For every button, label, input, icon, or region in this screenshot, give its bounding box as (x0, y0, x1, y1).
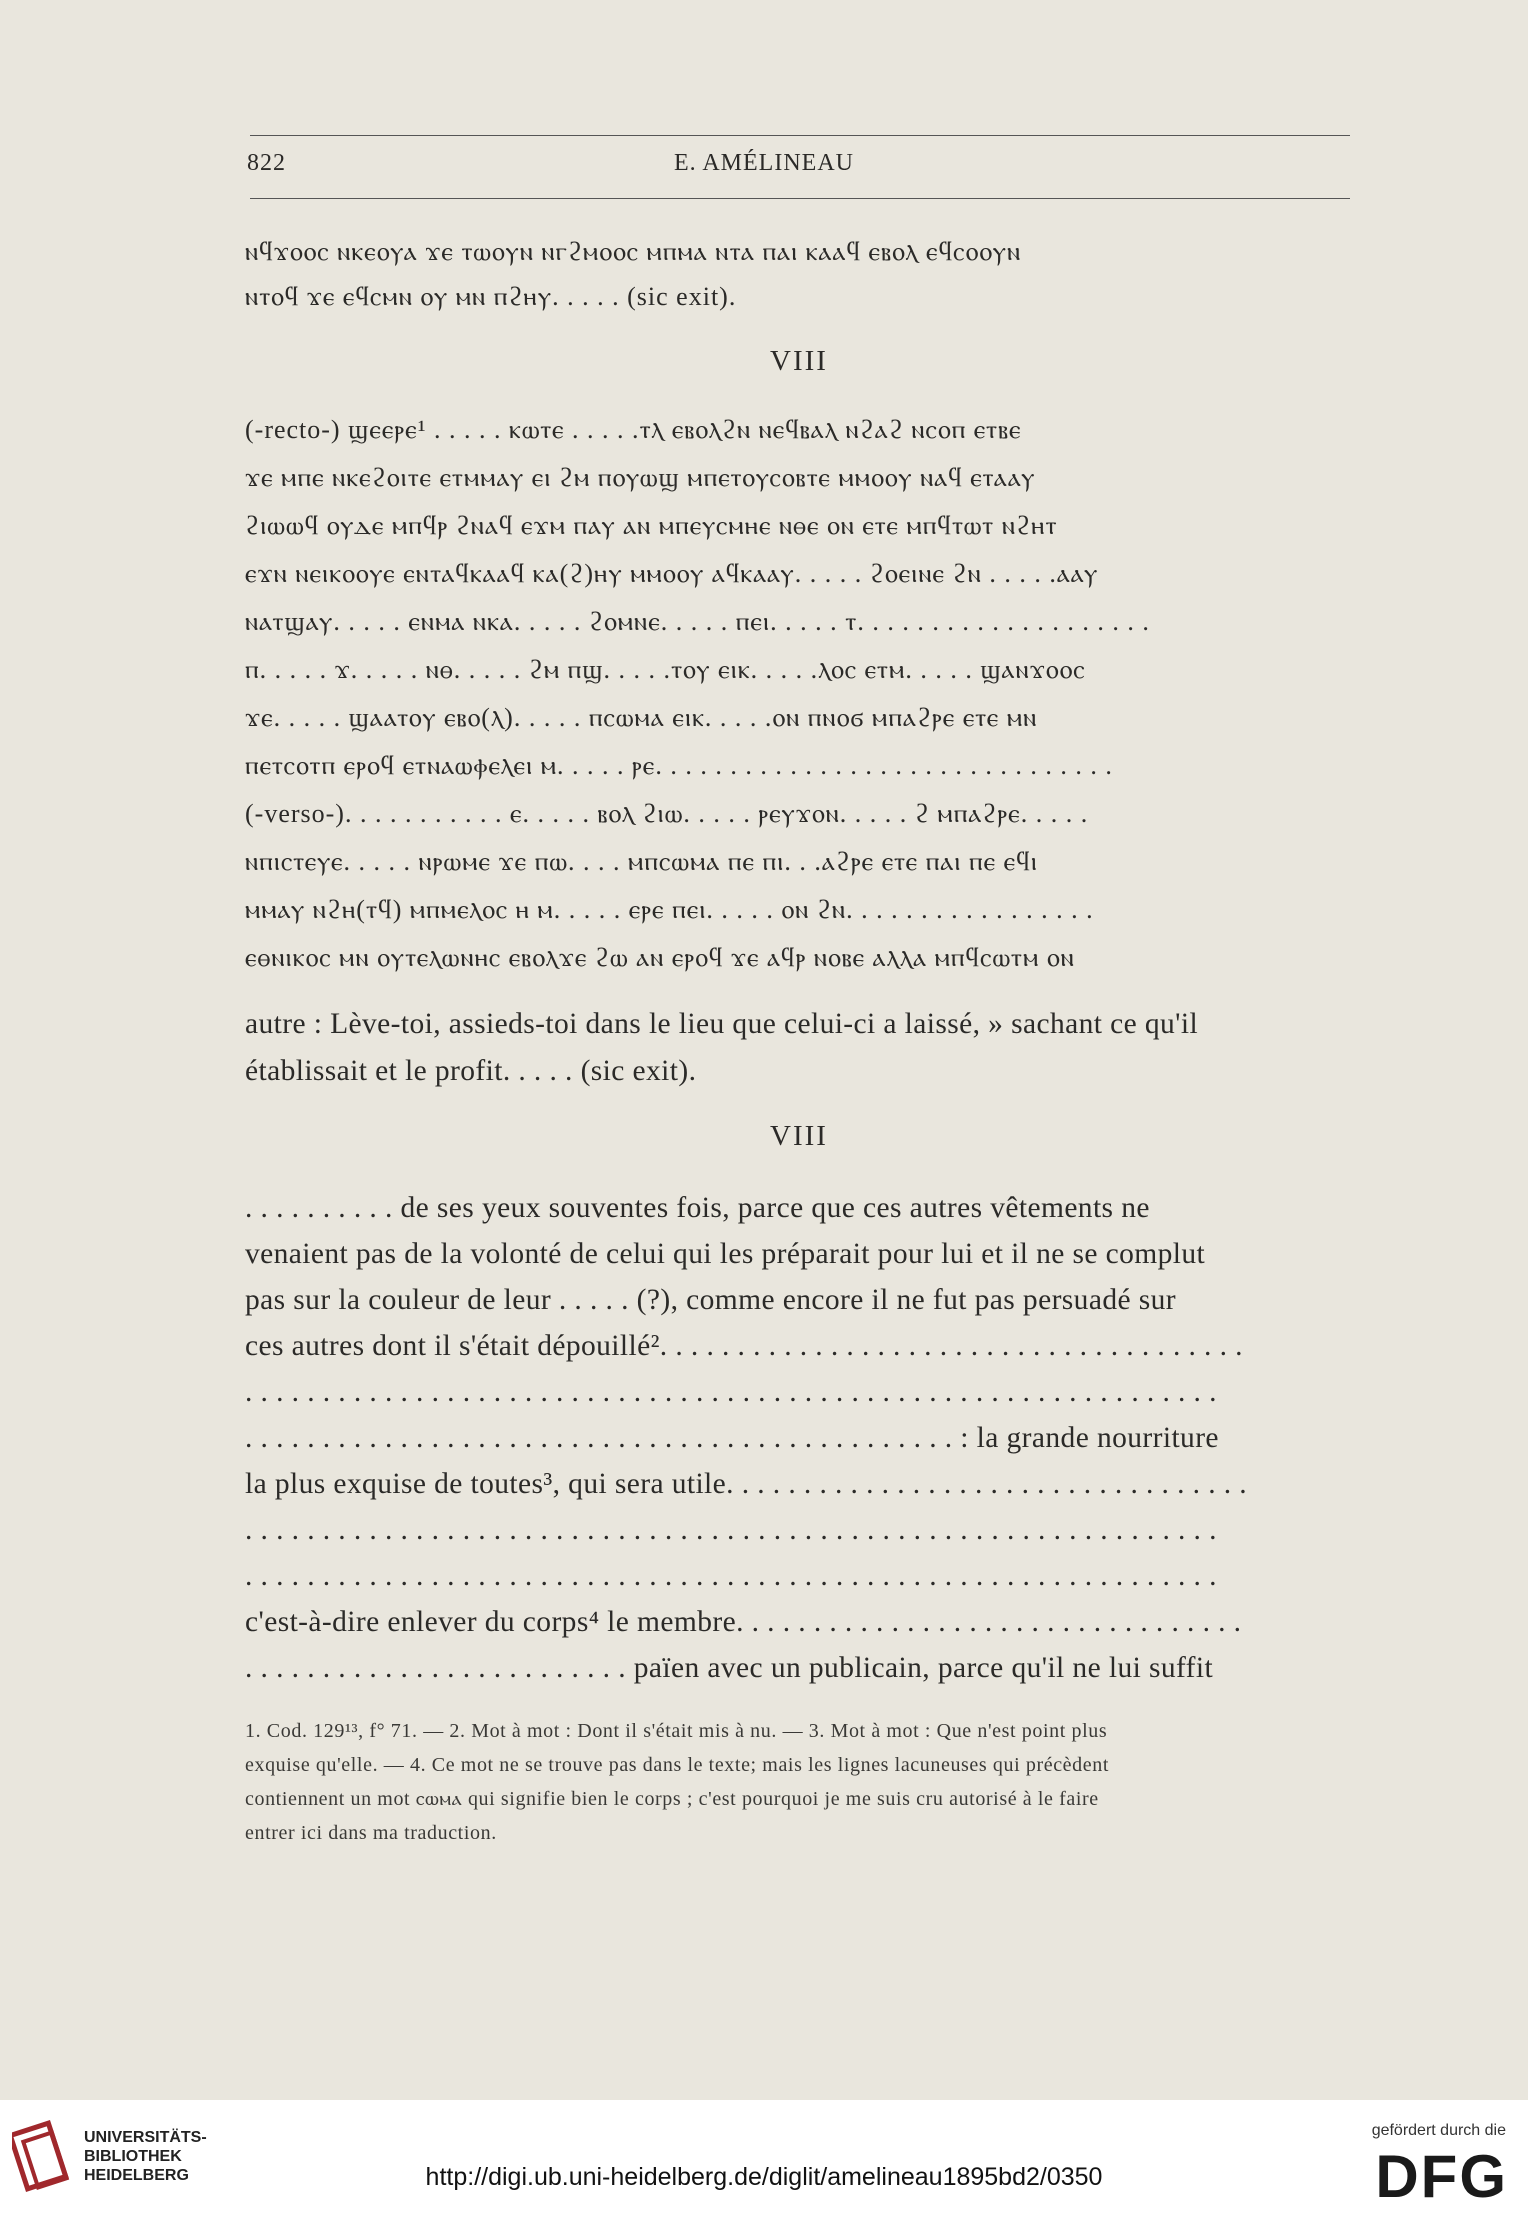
digitization-footer (0, 2100, 1528, 2215)
french-line: . . . . . . . . . . . . . . . . . . . . . . . . . . . . . . . . . . . . . . . . . . . . . . . . . . . . . . . . . . . . . . . (245, 1514, 1217, 1546)
coptic-line: ⲉⲑⲛⲓⲕⲟⲥ ⲙⲛ ⲟⲩⲧⲉⲗⲱⲛⲏⲥ ⲉⲃⲟⲗϫⲉ ϩⲱ ⲁⲛ ⲉⲣⲟϥ ϫⲉ ⲁϥⲣ ⲛⲟⲃⲉ ⲁⲗⲗⲁ ⲙⲡϥⲥⲱⲧⲙ ⲟⲛ (245, 943, 1075, 972)
french-line: . . . . . . . . . . . . . . . . . . . . . . . . . . . . . . . . . . . . . . . . . . . . . . : la grande nourriture (245, 1422, 1219, 1454)
section-heading: VIII (770, 1120, 828, 1152)
header-bottom-rule (250, 198, 1350, 199)
coptic-line: ⲛⲧⲟϥ ϫⲉ ⲉϥⲥⲙⲛ ⲟⲩ ⲙⲛ ⲡϩⲏⲩ. . . . . (sic exit). (245, 282, 737, 311)
coptic-line: (-verso-). . . . . . . . . . . ⲉ. . . . . ⲃⲟⲗ ϩⲓⲱ. . . . . ⲣⲉⲩϫⲟⲛ. . . . . ϩ ⲙⲡⲁϩⲣⲉ. . . . . (245, 799, 1089, 828)
footnote-line: 1. Cod. 129¹³, f° 71. — 2. Mot à mot : Dont il s'était mis à nu. — 3. Mot à mot : Que n'est point plus (245, 1720, 1108, 1742)
french-line: autre : Lève-toi, assieds-toi dans le lieu que celui-ci a laissé, » sachant ce qu'il (245, 1008, 1199, 1040)
french-line: venaient pas de la volonté de celui qui les préparait pour lui et il ne se complut (245, 1238, 1206, 1270)
french-line: ces autres dont il s'était dépouillé². . . . . . . . . . . . . . . . . . . . . . . . . . . . . . . . . . . . . . (245, 1330, 1243, 1362)
coptic-line: ϫⲉ. . . . . ϣⲁⲁⲧⲟⲩ ⲉⲃⲟ(ⲗ). . . . . ⲡⲥⲱⲙⲁ ⲉⲓⲕ. . . . .ⲟⲛ ⲡⲛⲟϭ ⲙⲡⲁϩⲣⲉ ⲉⲧⲉ ⲙⲛ (245, 703, 1038, 732)
french-line: . . . . . . . . . . . . . . . . . . . . . . . . . . . . . . . . . . . . . . . . . . . . . . . . . . . . . . . . . . . . . . . (245, 1560, 1217, 1592)
running-head-author: E. AMÉLINEAU (674, 150, 854, 176)
page-number: 822 (247, 150, 286, 176)
french-line: la plus exquise de toutes³, qui sera utile. . . . . . . . . . . . . . . . . . . . . . . . . . . . . . . . . . (245, 1468, 1248, 1500)
french-line: établissait et le profit. . . . . (sic exit). (245, 1055, 697, 1087)
footnote-line: exquise qu'elle. — 4. Ce mot ne se trouve pas dans le texte; mais les lignes lacuneuses qui précèdent (245, 1754, 1109, 1776)
permalink-url[interactable]: http://digi.ub.uni-heidelberg.de/diglit/amelineau1895bd2/0350 (425, 2163, 1103, 2191)
coptic-line: ⲉϫⲛ ⲛⲉⲓⲕⲟⲟⲩⲉ ⲉⲛⲧⲁϥⲕⲁⲁϥ ⲕⲁ(ϩ)ⲏⲩ ⲙⲙⲟⲟⲩ ⲁϥⲕⲁⲁⲩ. . . . . ϩⲟⲉⲓⲛⲉ ϩⲛ . . . . .ⲁⲁⲩ (245, 559, 1099, 588)
coptic-line: ⲡ. . . . . ϫ. . . . . ⲛⲑ. . . . . ϩⲙ ⲡϣ. . . . .ⲧⲟⲩ ⲉⲓⲕ. . . . .ⲗⲟⲥ ⲉⲧⲙ. . . . . ϣⲁⲛϫⲟⲟⲥ (245, 655, 1086, 684)
coptic-line: ⲛϥϫⲟⲟⲥ ⲛⲕⲉⲟⲩⲁ ϫⲉ ⲧⲱⲟⲩⲛ ⲛⲅϩⲙⲟⲟⲥ ⲙⲡⲙⲁ ⲛⲧⲁ ⲡⲁⲓ ⲕⲁⲁϥ ⲉⲃⲟⲗ ⲉϥⲥⲟⲟⲩⲛ (245, 237, 1022, 266)
coptic-line: ϫⲉ ⲙⲡⲉ ⲛⲕⲉϩⲟⲓⲧⲉ ⲉⲧⲙⲙⲁⲩ ⲉⲓ ϩⲙ ⲡⲟⲩⲱϣ ⲙⲡⲉⲧⲟⲩⲥⲟⲃⲧⲉ ⲙⲙⲟⲟⲩ ⲛⲁϥ ⲉⲧⲁⲁⲩ (245, 463, 1036, 492)
footnote-line: entrer ici dans ma traduction. (245, 1822, 497, 1844)
coptic-line: ⲡⲉⲧⲥⲟⲧⲡ ⲉⲣⲟϥ ⲉⲧⲛⲁⲱⲫⲉⲗⲉⲓ ⲙ. . . . . ⲣⲉ. . . . . . . . . . . . . . . . . . . . . . . . . . . . . . . (245, 751, 1113, 780)
header-top-rule (250, 135, 1350, 136)
library-name: UNIVERSITÄTS- BIBLIOTHEK HEIDELBERG (84, 2129, 207, 2184)
french-line: . . . . . . . . . . . . . . . . . . . . . . . . . païen avec un publicain, parce qu'il ne lui suffit (245, 1652, 1214, 1684)
french-line: . . . . . . . . . . de ses yeux souventes fois, parce que ces autres vêtements ne (245, 1192, 1150, 1224)
coptic-line: ⲙⲙⲁⲩ ⲛϩⲏ(ⲧϥ) ⲙⲡⲙⲉⲗⲟⲥ ⲏ ⲙ. . . . . ⲉⲣⲉ ⲡⲉⲓ. . . . . ⲟⲛ ϩⲛ. . . . . . . . . . . . . . . . . (245, 895, 1094, 924)
coptic-line: ϩⲓⲱⲱϥ ⲟⲩⲇⲉ ⲙⲡϥⲣ ϩⲛⲁϥ ⲉϫⲙ ⲡⲁⲩ ⲁⲛ ⲙⲡⲉⲩⲥⲙⲏⲉ ⲛⲑⲉ ⲟⲛ ⲉⲧⲉ ⲙⲡϥⲧⲱⲧ ⲛϩⲏⲧ (245, 511, 1058, 540)
french-line: . . . . . . . . . . . . . . . . . . . . . . . . . . . . . . . . . . . . . . . . . . . . . . . . . . . . . . . . . . . . . . . (245, 1376, 1217, 1408)
footnote-line: contiennent un mot ⲥⲱⲙⲁ qui signifie bien le corps ; c'est pourquoi je me suis cru autorisé à le faire (245, 1788, 1099, 1810)
french-line: pas sur la couleur de leur . . . . . (?), comme encore il ne fut pas persuadé sur (245, 1284, 1176, 1316)
coptic-line: ⲛⲁⲧϣⲁⲩ. . . . . ⲉⲛⲙⲁ ⲛⲕⲁ. . . . . ϩⲟⲙⲛⲉ. . . . . ⲡⲉⲓ. . . . . ⲧ. . . . . . . . . . . . . . . . . . . . (245, 607, 1150, 636)
funding-label: gefördert durch die (1371, 2122, 1506, 2139)
dfg-logo: DFG (1375, 2143, 1508, 2210)
coptic-line: ⲛⲡⲓⲥⲧⲉⲩⲉ. . . . . ⲛⲣⲱⲙⲉ ϫⲉ ⲡⲱ. . . . ⲙⲡⲥⲱⲙⲁ ⲡⲉ ⲡⲓ. . .ⲁϩⲣⲉ ⲉⲧⲉ ⲡⲁⲓ ⲡⲉ ⲉϥⲓ (245, 847, 1038, 876)
french-line: c'est-à-dire enlever du corps⁴ le membre. . . . . . . . . . . . . . . . . . . . . . . . . . . . . . . . . (245, 1606, 1242, 1638)
coptic-line: (-recto-) ϣⲉⲉⲣⲉ¹ . . . . . ⲕⲱⲧⲉ . . . . .ⲧⲗ ⲉⲃⲟⲗϩⲛ ⲛⲉϥⲃⲁⲗ ⲛϩⲁϩ ⲛⲥⲟⲡ ⲉⲧⲃⲉ (245, 415, 1022, 444)
section-heading: VIII (770, 345, 828, 377)
